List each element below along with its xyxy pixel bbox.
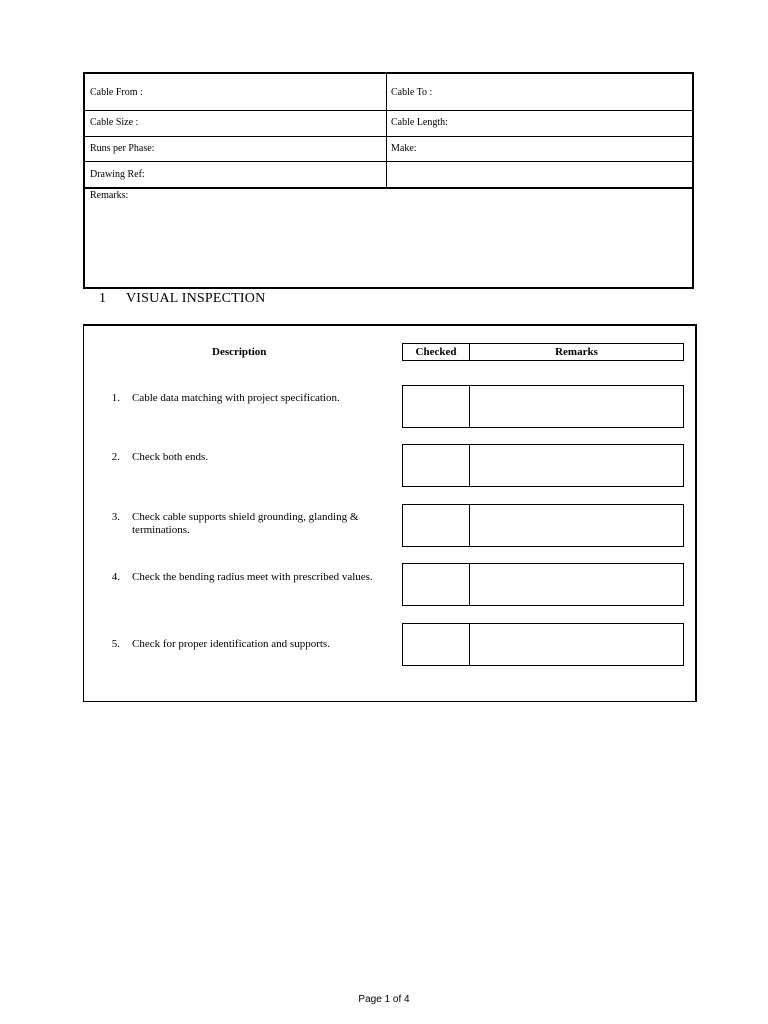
row-divider bbox=[85, 110, 692, 111]
row-divider bbox=[85, 161, 692, 162]
item-number: 3. bbox=[111, 511, 120, 523]
description-column-header: Description bbox=[212, 346, 267, 358]
cable-size-label: Cable Size : bbox=[90, 117, 139, 128]
remarks-field[interactable] bbox=[470, 624, 683, 665]
cable-info-table bbox=[83, 72, 694, 289]
runs-per-phase-label: Runs per Phase: bbox=[90, 143, 155, 154]
row-divider bbox=[85, 136, 692, 137]
remarks-column-header: Remarks bbox=[469, 343, 684, 361]
cable-to-label: Cable To : bbox=[391, 87, 433, 98]
remarks-label: Remarks: bbox=[90, 190, 129, 201]
column-divider bbox=[386, 74, 387, 189]
cable-from-label: Cable From : bbox=[90, 87, 143, 98]
make-label: Make: bbox=[391, 143, 417, 154]
item-description: Check both ends. bbox=[132, 451, 209, 463]
checked-field[interactable] bbox=[403, 445, 468, 486]
checked-field[interactable] bbox=[403, 624, 468, 665]
checked-field[interactable] bbox=[403, 505, 468, 546]
item-description: Check cable supports shield grounding, glanding & terminations. bbox=[132, 511, 359, 536]
item-number: 5. bbox=[111, 638, 120, 650]
item-number: 4. bbox=[111, 571, 120, 583]
item-description: Check the bending radius meet with prescribed values. bbox=[132, 571, 373, 583]
remarks-field[interactable] bbox=[470, 445, 683, 486]
page-number: Page 1 of 4 bbox=[358, 994, 410, 1005]
drawing-ref-label: Drawing Ref: bbox=[90, 169, 145, 180]
remarks-field[interactable] bbox=[470, 564, 683, 605]
checked-field[interactable] bbox=[403, 564, 468, 605]
item-description: Check for proper identification and supports. bbox=[132, 638, 330, 650]
section-number: 1 bbox=[99, 291, 106, 306]
cable-length-label: Cable Length: bbox=[391, 117, 448, 128]
item-description: Cable data matching with project specification. bbox=[132, 392, 340, 404]
section-title: VISUAL INSPECTION bbox=[126, 291, 266, 306]
item-number: 1. bbox=[111, 392, 120, 404]
remarks-field[interactable] bbox=[470, 386, 683, 427]
checked-column-header: Checked bbox=[402, 343, 470, 361]
item-number: 2. bbox=[111, 451, 120, 463]
row-divider bbox=[85, 187, 692, 189]
remarks-field[interactable] bbox=[470, 505, 683, 546]
checked-field[interactable] bbox=[403, 386, 468, 427]
